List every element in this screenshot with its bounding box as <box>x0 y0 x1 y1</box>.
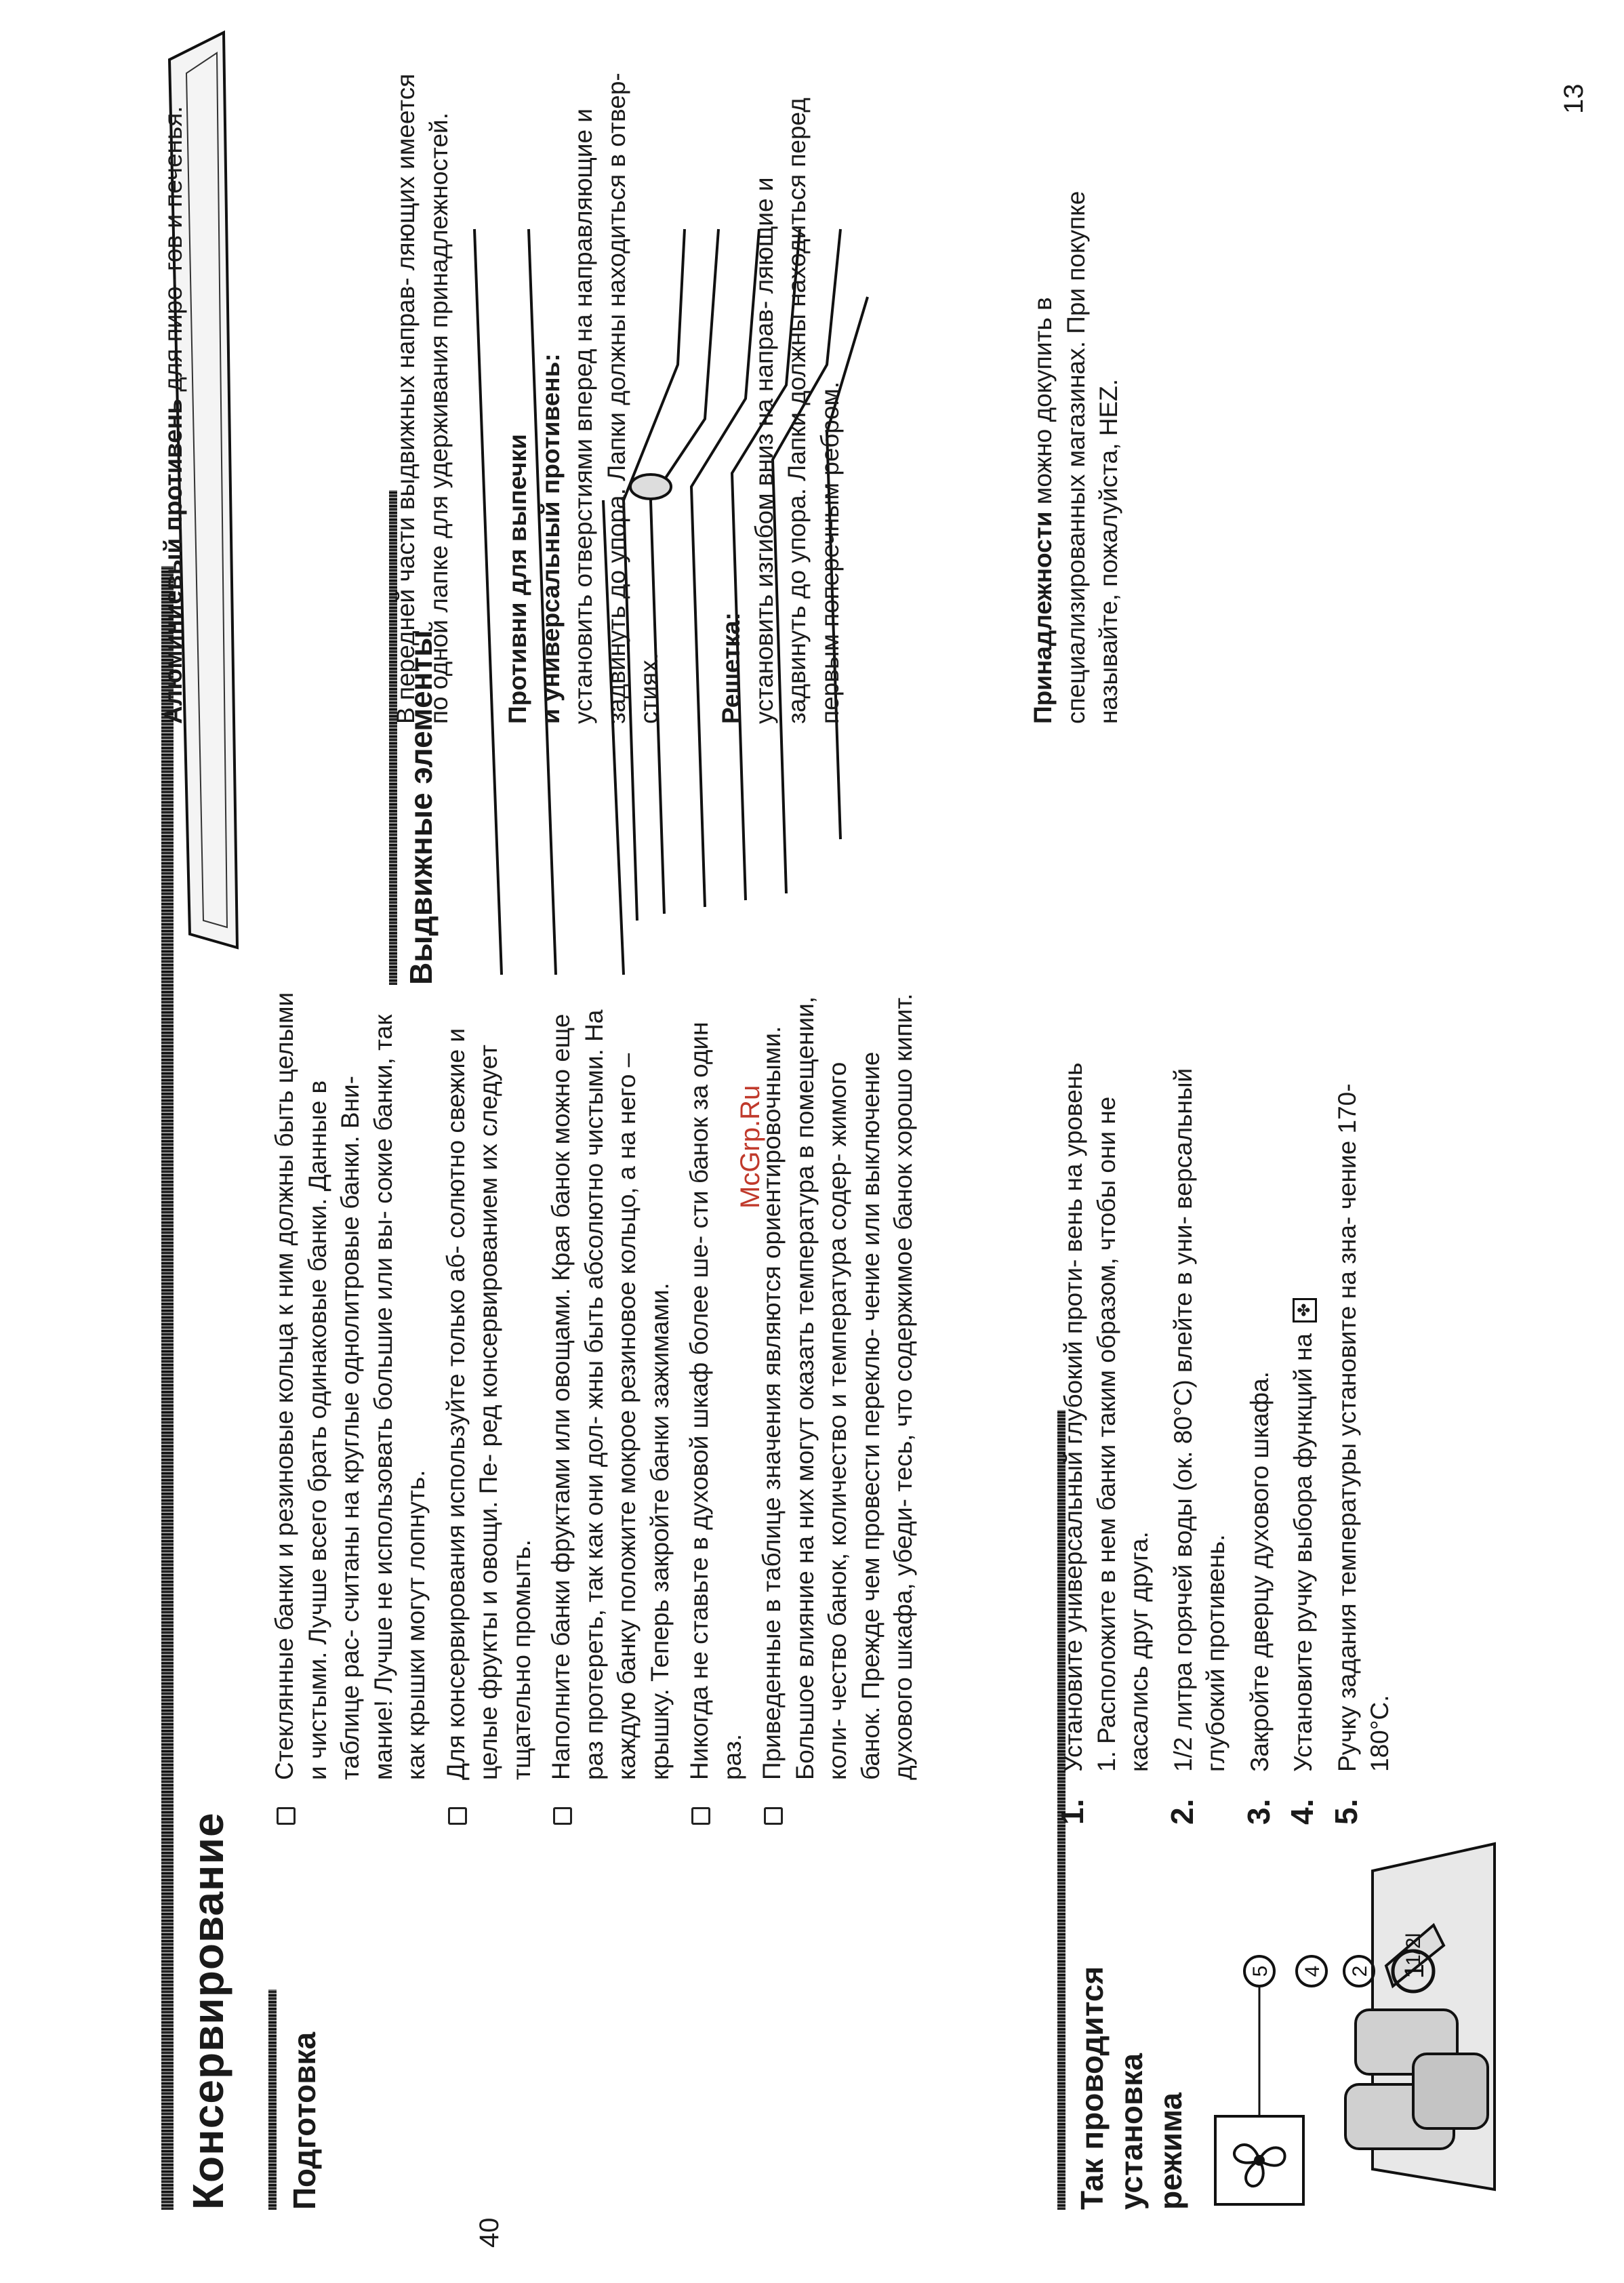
callout-2: 2 <box>1349 1965 1371 1977</box>
checkbox-bullet-icon <box>764 1807 783 1825</box>
grid-block <box>715 60 847 724</box>
callout-4: 4 <box>1301 1965 1324 1977</box>
trays-text: установить отверстиями вперед на направляющие и задвинуть до упора. Лапки должны находиться в отвер- стиях. <box>569 73 663 724</box>
section-heading-sliding: Выдвижные элементы <box>403 630 439 985</box>
aluminium-tray-figure <box>163 26 386 975</box>
jug-label: 1/2l <box>1402 1933 1425 1966</box>
list-item: Наполните банки фруктами или овощами. Края банок можно еще раз протереть, так как они дол- жны быть абсолютно чистыми. На каждую банку положите мокрое резиновое кольцо, а на него – крышку. Теперь закройте банки зажимами. <box>545 991 676 1825</box>
trays-heading-1: Противни для выпечки <box>504 434 531 724</box>
setup-steps <box>1057 1045 1397 1825</box>
fan-icon <box>1234 2145 1285 2186</box>
grid-text: установить изгибом вниз на направ- ляющие и задвинуть до упора. Лапки должны находиться перед первым поперечным ребром. <box>750 98 844 724</box>
page-number-left: 40 <box>474 2217 504 2248</box>
fan-function-icon: ✤ <box>1293 1298 1317 1322</box>
callout-5: 5 <box>1249 1965 1272 1977</box>
page-title: Консервирование <box>184 1812 232 2210</box>
page-number-right: 13 <box>1559 83 1589 114</box>
step-item: 1. Установите универсальный глубокий проти- вень на уровень 1. Расположите в нем банки таким образом, чтобы они не касались друг друга. <box>1055 1062 1153 1825</box>
section-heading-preparation: Подготовка <box>287 2032 322 2210</box>
accessories-text: Принадлежности можно докупить в специализированных магазинах. При покупке называйте, пожалуйста, HEZ. <box>1029 190 1122 724</box>
aluminium-tray-text: Алюминиевый противень для пиро- гов и печенья. <box>159 106 187 724</box>
section-heading-setup: Так проводится установка режима <box>1074 1966 1188 2210</box>
section-rule-preparation <box>268 1989 277 2210</box>
grid-heading: Решетка: <box>717 612 745 724</box>
step-item: 5. Ручку задания температуры установите на зна- чение 170-180°C. <box>1328 1083 1394 1825</box>
canning-figure <box>1210 1830 1535 2210</box>
callout-1: 1 <box>1400 1963 1429 1979</box>
sliding-intro: В передней части выдвижных направ- ляющих имеется по одной лапке для удерживания принадлежностей. <box>392 73 453 724</box>
step-item: 2. 1/2 литра горячей воды (ок. 80°C) влейте в уни- версальный глубокий противень. <box>1164 1068 1230 1825</box>
watermark: McGrp.Ru <box>735 1085 765 1209</box>
checkbox-bullet-icon <box>553 1807 572 1825</box>
list-item: Приведенные в таблице значения являются ориентировочными. Большое влияние на них могут оказать температура в помещении, коли- чество банок, количество и температура содер- жимого банок. Прежде чем провести переклю- чение или выключение духового шкафа, убеди- тесь, что содержимое банок хорошо кипит. <box>756 991 920 1825</box>
step-item: 4. Установите ручку выбора функций на ✤ <box>1287 1045 1320 1825</box>
preparation-list <box>268 991 920 1825</box>
checkbox-bullet-icon <box>448 1807 467 1825</box>
checkbox-bullet-icon <box>277 1807 296 1825</box>
trays-heading-2: и универсальный противень: <box>536 353 565 724</box>
trays-block <box>502 60 666 724</box>
step-item: 3. Закройте дверцу духового шкафа. <box>1240 1371 1276 1825</box>
list-item: Для консервирования используйте только аб- солютно свежие и целые фрукты и овощи. Пе- ред консервированием их следует тщательно промыть. <box>440 991 539 1825</box>
list-item: Стеклянные банки и резиновые кольца к ним должны быть целыми и чистыми. Лучше всего брать одинаковые банки. Данные в таблице рас- считаны на круглые однолитровые банки. Вни- мание! Лучше не использовать большие или вы- сокие банки, так как крышки могут лопнуть. <box>268 991 433 1825</box>
list-item: Никогда не ставьте в духовой шкаф более ше- сти банок за один раз. <box>683 991 749 1825</box>
jar-icon <box>1413 2054 1488 2128</box>
checkbox-bullet-icon <box>691 1807 710 1825</box>
